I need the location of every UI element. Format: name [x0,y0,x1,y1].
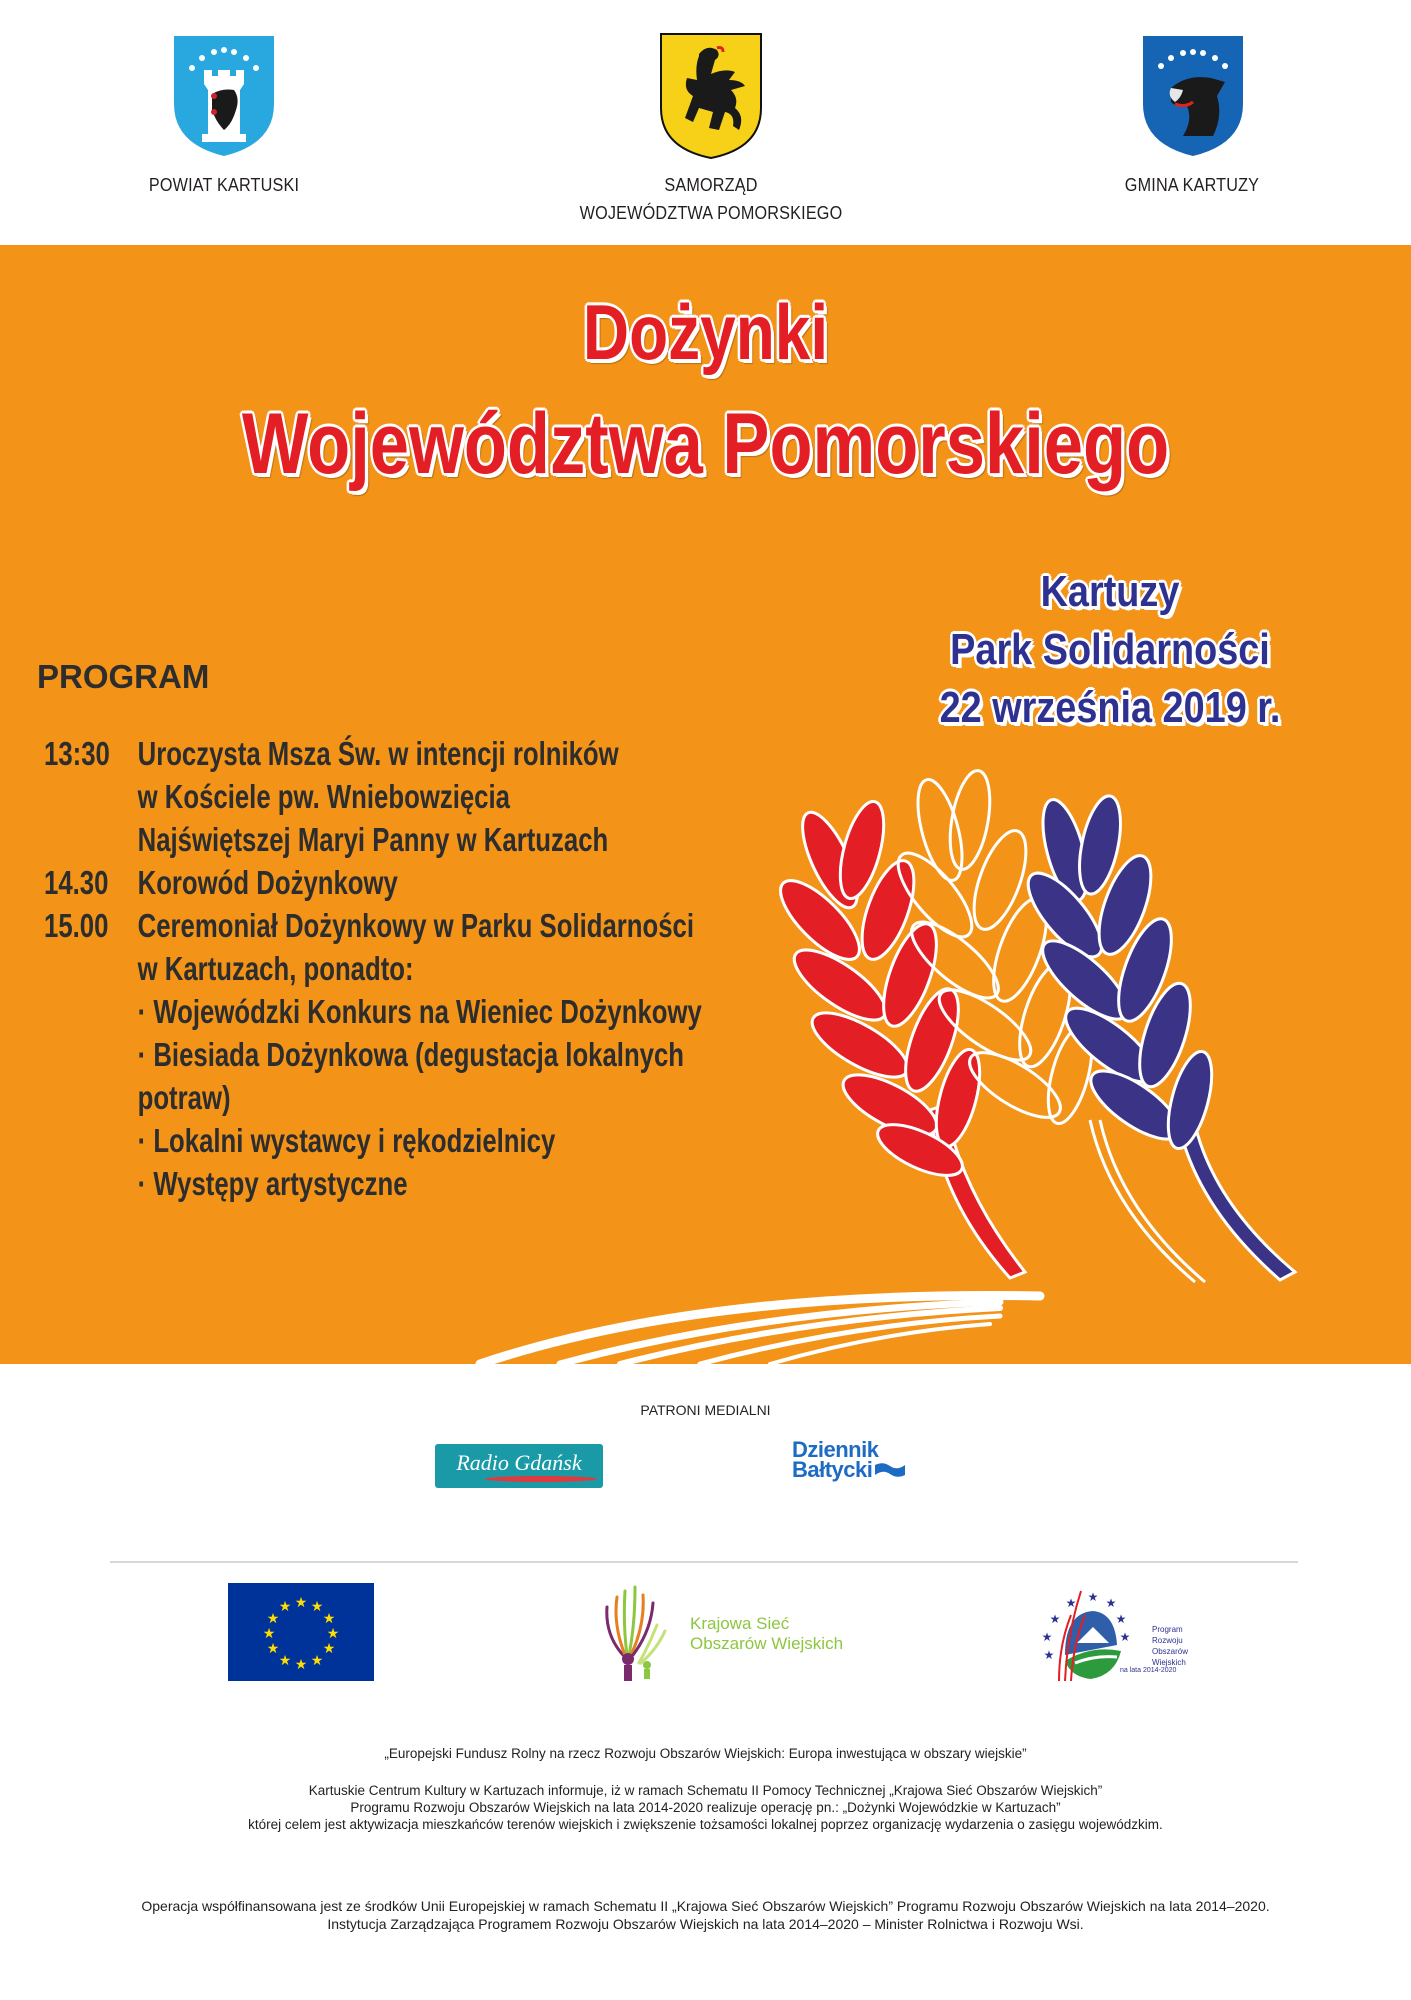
svg-text:★: ★ [1043,1648,1055,1662]
program-bullet: · Biesiada Dożynkowa (degustacja lokalnych [137,1036,685,1073]
powiat-kartuski-crest-icon [172,34,276,158]
program-time: 15.00 [44,907,109,944]
program-text: Najświętszej Maryi Panny w Kartuzach [137,821,609,858]
ksow-logo-text [690,1614,843,1654]
prow-word: Rozwoju [1152,1636,1183,1645]
program-item [44,904,824,990]
samorzad-label-line2: WOJEWÓDZTWA POMORSKIEGO [579,203,843,223]
gmina-kartuzy-crest-icon [1141,34,1245,158]
prow-logo-text [1152,1624,1188,1668]
svg-text:★: ★ [322,1611,336,1627]
dziennik-line1: Dziennik [792,1437,879,1462]
dziennik-line2: Bałtycki [792,1457,873,1482]
program-item [44,732,824,861]
event-date: 22 września 2019 r. [939,683,1281,732]
radio-gdansk-text: Radio Gdańsk [456,1450,582,1475]
svg-text:★: ★ [278,1653,292,1669]
info-line: Kartuskie Centrum Kultury w Kartuzach informuje, iż w ramach Schematu II Pomocy Technicznej „Krajowa Sieć Obszarów Wiejskich” [308,1783,1103,1798]
svg-text:★: ★ [1065,1596,1077,1610]
info-line: której celem jest aktywizacja mieszkańców terenów wiejskich i zwiększenie tożsamości lokalnej poprzez organizację wydarzenia o zasięgu wojewódzkim. [248,1817,1163,1832]
program-text: Ceremoniał Dożynkowy w Parku Solidarności [137,907,695,944]
ksow-tree-icon [595,1585,690,1685]
place-city: Kartuzy [1040,567,1180,616]
program-item [44,861,824,904]
place-park: Park Solidarności [950,625,1270,674]
svg-text:★: ★ [294,1657,308,1673]
program-text: Uroczysta Msza Św. w intencji rolników [137,735,619,772]
prow-word: Program [1152,1625,1183,1634]
svg-text:★: ★ [1041,1630,1053,1644]
cofinance-line: Operacja współfinansowana jest ze środków Unii Europejskiej w ramach Schematu II „Krajowa Sieć Obszarów Wiejskich” Programu Rozwoju Obszarów Wiejskich na lata 2014–2020. [141,1898,1270,1914]
info-block [0,1782,1411,1833]
radio-gdansk-logo [435,1444,603,1488]
program-time: 14.30 [44,864,109,901]
divider [110,1561,1298,1563]
svg-text:★: ★ [1049,1612,1061,1626]
prow-word: Obszarów [1152,1647,1189,1656]
swoosh-icon [485,1476,597,1482]
svg-text:★: ★ [1119,1630,1131,1644]
program-heading: PROGRAM [37,658,210,695]
program-bullet: potraw) [137,1079,231,1116]
info-line: Programu Rozwoju Obszarów Wiejskich na lata 2014-2020 realizuje operację pn.: „Dożynki Wojewódzkie w Kartuzach” [350,1800,1061,1815]
svg-text:★: ★ [310,1599,324,1615]
svg-text:★: ★ [1087,1590,1099,1604]
ksow-line1: Krajowa Sieć [690,1614,790,1633]
program-bullet: · Występy artystyczne [137,1165,408,1202]
media-patrons-heading: PATRONI MEDIALNI [640,1402,771,1418]
dziennik-baltycki-logo [792,1437,905,1482]
svg-text:★: ★ [1105,1596,1117,1610]
cofinance-block [0,1897,1411,1933]
svg-text:★: ★ [1115,1612,1127,1626]
svg-text:★: ★ [262,1626,276,1642]
svg-text:★: ★ [294,1595,308,1611]
ksow-line2: Obszarów Wiejskich [690,1634,844,1653]
svg-text:★: ★ [278,1599,292,1615]
svg-text:★: ★ [266,1611,280,1627]
svg-text:★: ★ [266,1641,280,1657]
wave-flag-icon [875,1463,905,1477]
eu-flag-icon [228,1583,374,1681]
program-bullet: · Wojewódzki Konkurs na Wieniec Dożynkowy [137,993,702,1030]
eafrd-motto: „Europejski Fundusz Rolny na rzecz Rozwoju Obszarów Wiejskich: Europa inwestująca w obszary wiejskie” [384,1746,1027,1761]
program-text: w Kartuzach, ponadto: [137,950,414,987]
program-time: 13:30 [44,735,110,772]
pomorskie-griffin-crest-icon [659,32,763,160]
title-line2: Województwa Pomorskiego [241,396,1170,492]
program-text: w Kościele pw. Wniebowzięcia [137,778,510,815]
prow-word: Wiejskich [1152,1658,1186,1667]
event-banner [0,245,1411,1364]
svg-text:★: ★ [322,1641,336,1657]
program-bullet: · Lokalni wystawcy i rękodzielnicy [137,1122,556,1159]
title-line1: Dożynki [582,288,829,376]
svg-text:★: ★ [326,1626,340,1642]
samorzad-label-line1: SAMORZĄD [664,175,758,195]
cofinance-line: Instytucja Zarządzająca Programem Rozwoju Obszarów Wiejskich na lata 2014–2020 – Minister Rolnictwa i Rozwoju Wsi. [327,1916,1084,1932]
prow-years: na lata 2014-2020 [1120,1667,1177,1674]
powiat-kartuski-label: POWIAT KARTUSKI [148,175,300,195]
program-list [44,732,824,1205]
svg-text:★: ★ [310,1653,324,1669]
program-text: Korowód Dożynkowy [137,864,398,901]
gmina-kartuzy-label: GMINA KARTUZY [1124,175,1260,195]
